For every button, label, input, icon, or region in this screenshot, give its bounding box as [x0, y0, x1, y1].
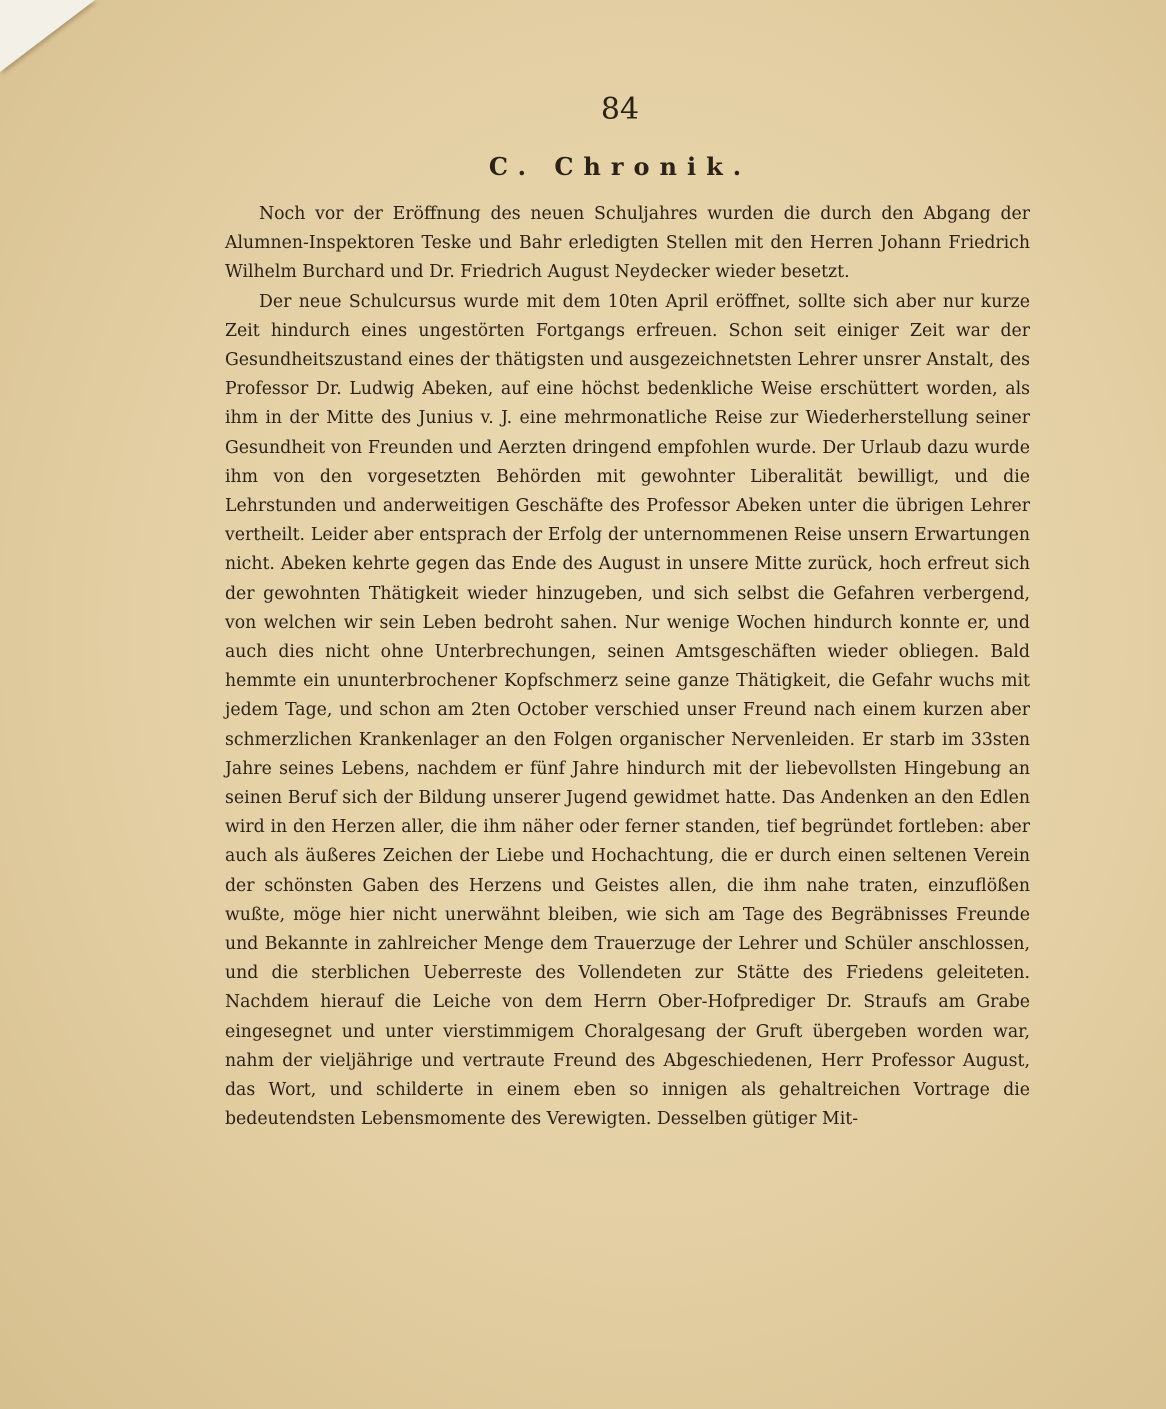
page-number: 84: [600, 92, 640, 127]
body-text: [225, 200, 1030, 1135]
paragraph-1: Noch vor der Eröffnung des neuen Schuljahres wurden die durch den Abgang der Alumnen-Inspektoren Teske und Bahr erledigten Stellen mit den Herren Johann Friedrich Wilhelm Burchard und Dr. Friedrich August Neydecker wieder besetzt.: [225, 204, 1030, 283]
section-title: C. Chronik.: [488, 152, 752, 181]
paragraph-2: Der neue Schulcursus wurde mit dem 10ten April eröffnet, sollte sich aber nur kurze Zeit hindurch eines ungestörten Fortgangs erfreuen. Schon seit einiger Zeit war der Gesundheitszustand eines der thätigsten und ausgezeichnetsten Lehrer unsrer Anstalt, des Professor Dr. Ludwig Abeken, auf eine höchst bedenkliche Weise erschüttert worden, als ihm in der Mitte des Junius v. J. eine mehrmonatliche Reise zur Wiederherstellung seiner Gesundheit von Freunden und Aerzten dringend empfohlen wurde. Der Urlaub dazu wurde ihm von den vorgesetzten Behörden mit gewohnter Liberalität bewilligt, und die Lehrstunden und anderweitigen Geschäfte des Professor Abeken unter die übrigen Lehrer vertheilt. Leider aber entsprach der Erfolg der unternommenen Reise unsern Erwartungen nicht. Abeken kehrte gegen das Ende des August in unsere Mitte zurück, hoch erfreut sich der gewohnten Thätigkeit wieder hinzugeben, und sich selbst die Gefahren verbergend, von welchen wir sein Leben bedroht sahen. Nur wenige Wochen hindurch konnte er, und auch dies nicht ohne Unterbrechungen, seinen Amtsgeschäften wieder obliegen. Bald hemmte ein ununterbrochener Kopfschmerz seine ganze Thätigkeit, die Gefahr wuchs mit jedem Tage, und schon am 2ten October verschied unser Freund nach einem kurzen aber schmerzlichen Krankenlager an den Folgen organischer Nervenleiden. Er starb im 33sten Jahre seines Lebens, nachdem er fünf Jahre hindurch mit der liebevollsten Hingebung an seinen Beruf sich der Bildung unserer Jugend gewidmet hatte. Das Andenken an den Edlen wird in den Herzen aller, die ihm näher oder ferner standen, tief begründet fortleben: aber auch als äußeres Zeichen der Liebe und Hochachtung, die er durch einen seltenen Verein der schönsten Gaben des Herzens und Geistes allen, die ihm nahe traten, einzuflößen wußte, möge hier nicht unerwähnt bleiben, wie sich am Tage des Begräbnisses Freunde und Bekannte in zahlreicher Menge dem Trauerzuge der Lehrer und Schüler anschlossen, und die sterblichen Ueberreste des Vollendeten zur Stätte des Friedens geleiteten. Nachdem hierauf die Leiche von dem Herrn Ober-Hofprediger Dr. Straufs am Grabe eingesegnet und unter vierstimmigem Choralgesang der Gruft übergeben worden war, nahm der vieljährige und vertraute Freund des Abgeschiedenen, Herr Professor August, das Wort, und schilderte in einem eben so innigen als gehaltreichen Vortrage die bedeutendsten Lebensmomente des Verewigten. Desselben gütiger Mit-: [225, 291, 1030, 1130]
folded-corner: [0, 0, 95, 72]
